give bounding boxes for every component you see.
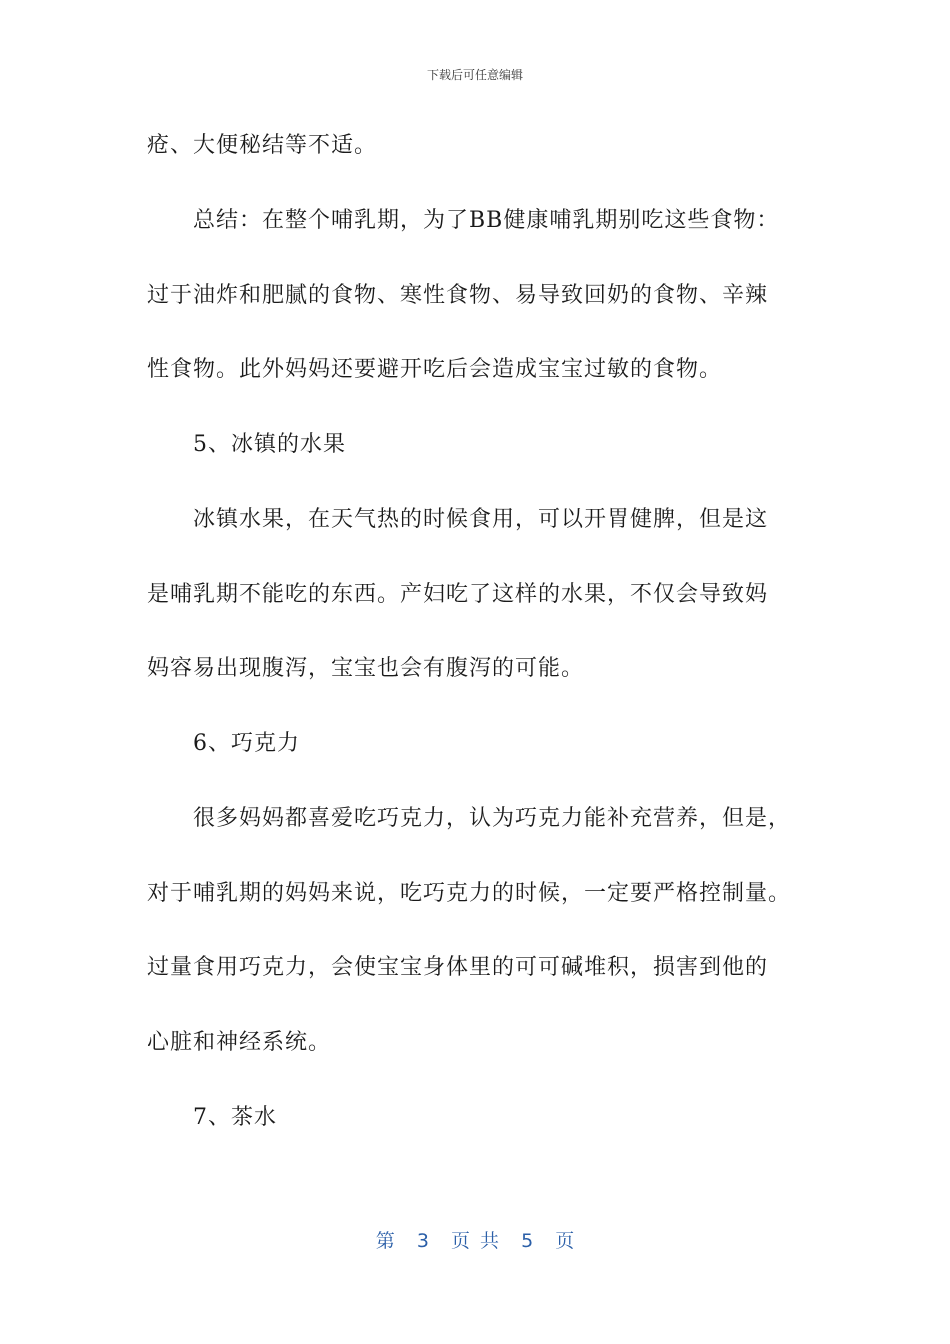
paragraph-line: 心脏和神经系统。 [147,1030,332,1055]
footer-label-of: 页 共 [450,1230,500,1252]
footer-current-page: 3 [416,1230,429,1252]
footer-total-pages: 5 [521,1230,534,1252]
footer-label-page: 第 [375,1230,395,1252]
paragraph-line: 过于油炸和肥腻的食物、寒性食物、易导致回奶的食物、辛辣 [147,283,769,308]
paragraph-line: 是哺乳期不能吃的东西。产妇吃了这样的水果，不仅会导致妈 [147,582,769,607]
paragraph-line: 冰镇水果，在天气热的时候食用，可以开胃健脾，但是这 [193,507,769,532]
summary-line: 总结：在整个哺乳期，为了BB健康哺乳期别吃这些食物： [193,208,780,233]
paragraph-line: 疮、大便秘结等不适。 [147,133,378,158]
section-heading: 6、巧克力 [193,731,300,756]
page-number-footer [0,1226,950,1253]
footer-label-end: 页 [555,1230,575,1252]
paragraph-line: 性食物。此外妈妈还要避开吃后会造成宝宝过敏的食物。 [147,357,723,382]
section-heading: 7、茶水 [193,1105,277,1130]
paragraph-line: 过量食用巧克力，会使宝宝身体里的可可碱堆积，损害到他的 [147,955,769,980]
page-header: 下载后可任意编辑 [426,68,523,82]
section-heading: 5、冰镇的水果 [193,432,346,457]
paragraph-line: 对于哺乳期的妈妈来说，吃巧克力的时候，一定要严格控制量。 [147,881,792,906]
paragraph-line: 妈容易出现腹泻，宝宝也会有腹泻的可能。 [147,656,585,681]
paragraph-line: 很多妈妈都喜爱吃巧克力，认为巧克力能补充营养，但是， [193,806,792,831]
